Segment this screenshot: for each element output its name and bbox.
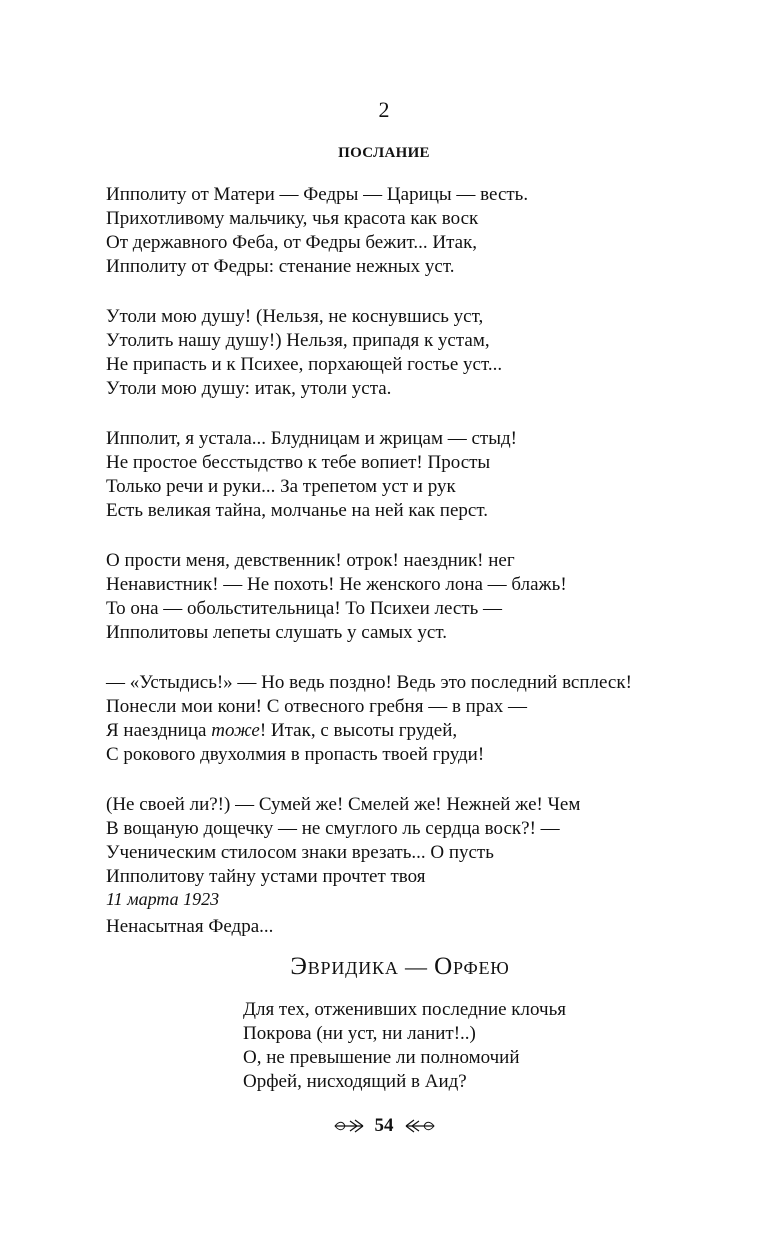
- poem-line: То она — обольстительница! То Психеи лесть —: [106, 598, 503, 619]
- stanza: [106, 671, 726, 767]
- poem-line: Ипполит, я устала... Блудницам и жрицам — стыд!: [106, 428, 517, 449]
- next-poem-title: ЭВРИДИКА — ОРФЕЮ: [290, 953, 510, 980]
- stanza: [106, 427, 726, 523]
- poem-line: (Не своей ли?!) — Сумей же! Смелей же! Нежней же! Чем: [106, 794, 581, 815]
- poem-line: О, не превышение ли полномочий: [243, 1047, 520, 1068]
- poem-line: Ипполиту от Матери — Федры — Царицы — весть.: [106, 184, 529, 205]
- stanza: [106, 793, 726, 889]
- poem-line: — «Устыдись!» — Но ведь поздно! Ведь это последний всплеск!: [106, 672, 632, 693]
- poem-line: Для тех, отженивших последние клочья: [243, 999, 566, 1020]
- page-number: 54: [374, 1115, 394, 1136]
- stanza: [106, 305, 726, 401]
- poem-line: Не простое бесстыдство к тебе вопиет! Просты: [106, 452, 491, 473]
- poem-line: В вощаную дощечку — не смуглого ль сердца воск?! —: [106, 818, 560, 839]
- stanza: [106, 549, 726, 645]
- next-poem-body: [243, 998, 743, 1094]
- section-number: 2: [378, 97, 390, 122]
- poem-line: Ученическим стилосом знаки врезать... О пусть: [106, 842, 494, 863]
- page-footer: [0, 1115, 768, 1137]
- poem-title: ПОСЛАНИЕ: [338, 145, 430, 161]
- poem-line: Утолить нашу душу!) Нельзя, припадя к устам,: [106, 330, 490, 351]
- poem-body: [106, 183, 726, 965]
- right-ornament-icon: [404, 1118, 436, 1134]
- poem-date: 11 марта 1923: [106, 889, 220, 909]
- poem-line: Ипполитовы лепеты слушать у самых уст.: [106, 622, 447, 643]
- poem-line: Есть великая тайна, молчанье на ней как перст.: [106, 500, 488, 521]
- stanza: [106, 915, 726, 939]
- poem-line: Ненавистник! — Не похоть! Не женского лона — блажь!: [106, 574, 567, 595]
- emphasis: тоже: [211, 720, 260, 741]
- poem-line: Орфей, нисходящий в Аид?: [243, 1071, 467, 1092]
- poem-line: Понесли мои кони! С отвесного гребня — в прах —: [106, 696, 528, 717]
- poem-line: Утоли мою душу! (Нельзя, не коснувшись уст,: [106, 306, 484, 327]
- poem-line: От державного Феба, от Федры бежит... Итак,: [106, 232, 478, 253]
- poem-line: Ипполитову тайну устами прочтет твоя: [106, 866, 426, 887]
- poem-line: Я наездница тоже! Итак, с высоты грудей,: [106, 720, 458, 741]
- poem-line: Ненасытная Федра...: [106, 916, 274, 937]
- poem-line: Ипполиту от Федры: стенание нежных уст.: [106, 256, 455, 277]
- poem-line: Только речи и руки... За трепетом уст и рук: [106, 476, 456, 497]
- poem-line: О прости меня, девственник! отрок! наездник! нег: [106, 550, 515, 571]
- poem-line: Покрова (ни уст, ни ланит!..): [243, 1023, 476, 1044]
- poem-line: Прихотливому мальчику, чья красота как воск: [106, 208, 479, 229]
- poem-line: С рокового двухолмия в пропасть твоей груди!: [106, 744, 485, 765]
- poem-line: Утоли мою душу: итак, утоли уста.: [106, 378, 392, 399]
- stanza: [106, 183, 726, 279]
- left-ornament-icon: [333, 1118, 365, 1134]
- poem-line: Не припасть и к Психее, порхающей гостье уст...: [106, 354, 503, 375]
